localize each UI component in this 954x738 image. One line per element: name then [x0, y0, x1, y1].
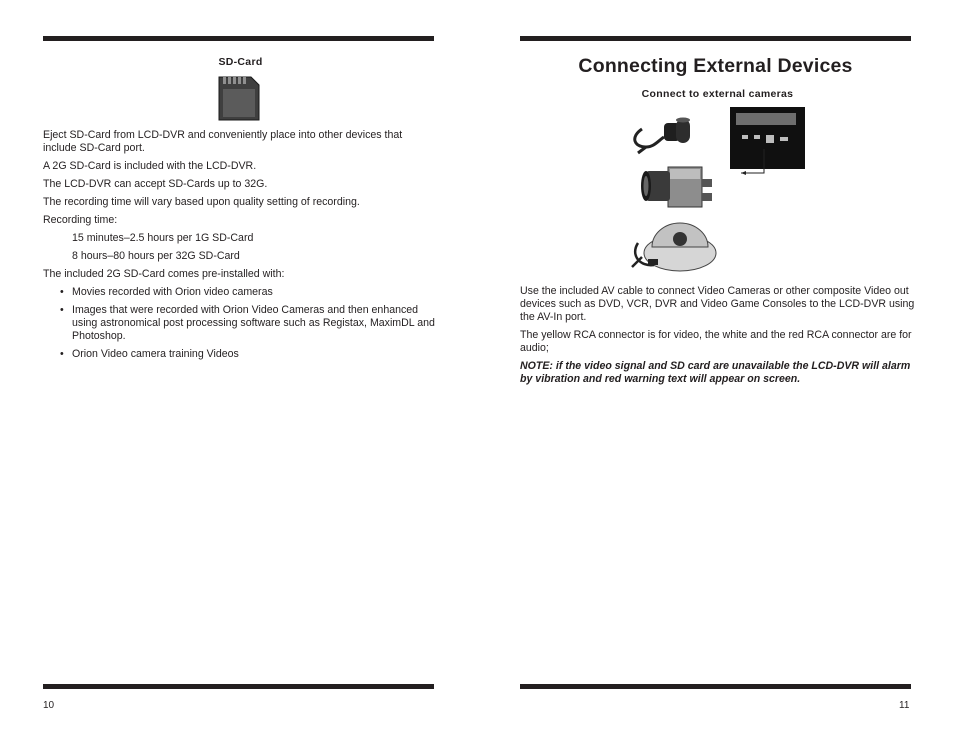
preinstalled-list [43, 286, 438, 361]
right-bottom-rule [520, 684, 911, 689]
recording-time-1g: 15 minutes–2.5 hours per 1G SD-Card [72, 232, 254, 244]
warning-note: NOTE: if the video signal and SD card are unavailable the LCD-DVR will alarm by vibration and red warning text will appear on screen. [520, 360, 911, 385]
eject-paragraph: Eject SD-Card from LCD-DVR and conveniently place into other devices that include SD-Card port. [43, 129, 403, 154]
list-item: • Orion Video camera training Videos [43, 348, 438, 361]
included-card-paragraph: A 2G SD-Card is included with the LCD-DVR. [43, 160, 257, 172]
right-top-rule [520, 36, 911, 41]
left-top-rule [43, 36, 434, 41]
left-page-number: 10 [43, 700, 55, 711]
recording-time-32g: 8 hours–80 hours per 32G SD-Card [72, 250, 240, 262]
rca-paragraph: The yellow RCA connector is for video, the white and the red RCA connector are for audio; [520, 329, 912, 354]
list-item: • Images that were recorded with Orion Video Cameras and then enhanced using astronomical post processing software such as Registax, MaximDL and Photoshop. [43, 304, 438, 343]
capacity-paragraph: The LCD-DVR can accept SD-Cards up to 32G. [43, 178, 268, 190]
left-bottom-rule [43, 684, 434, 689]
left-page [43, 56, 438, 366]
sd-card-image [217, 75, 261, 122]
sd-card-heading: SD-Card [218, 56, 263, 68]
cameras-subheading: Connect to external cameras [641, 88, 794, 100]
list-item: • Movies recorded with Orion video cameras [43, 286, 438, 299]
quality-paragraph: The recording time will vary based upon quality setting of recording. [43, 196, 360, 208]
cameras-illustration [620, 107, 810, 279]
right-page [520, 54, 915, 391]
right-page-number: 11 [899, 700, 910, 711]
preinstalled-intro: The included 2G SD-Card comes pre-installed with: [43, 268, 285, 280]
av-cable-paragraph: Use the included AV cable to connect Video Cameras or other composite Video out devices such as DVD, VCR, DVR and Video Game Consoles to the LCD-DVR using the AV-In port. [520, 285, 915, 323]
page-title: Connecting External Devices [578, 55, 853, 77]
recording-time-label: Recording time: [43, 214, 118, 226]
